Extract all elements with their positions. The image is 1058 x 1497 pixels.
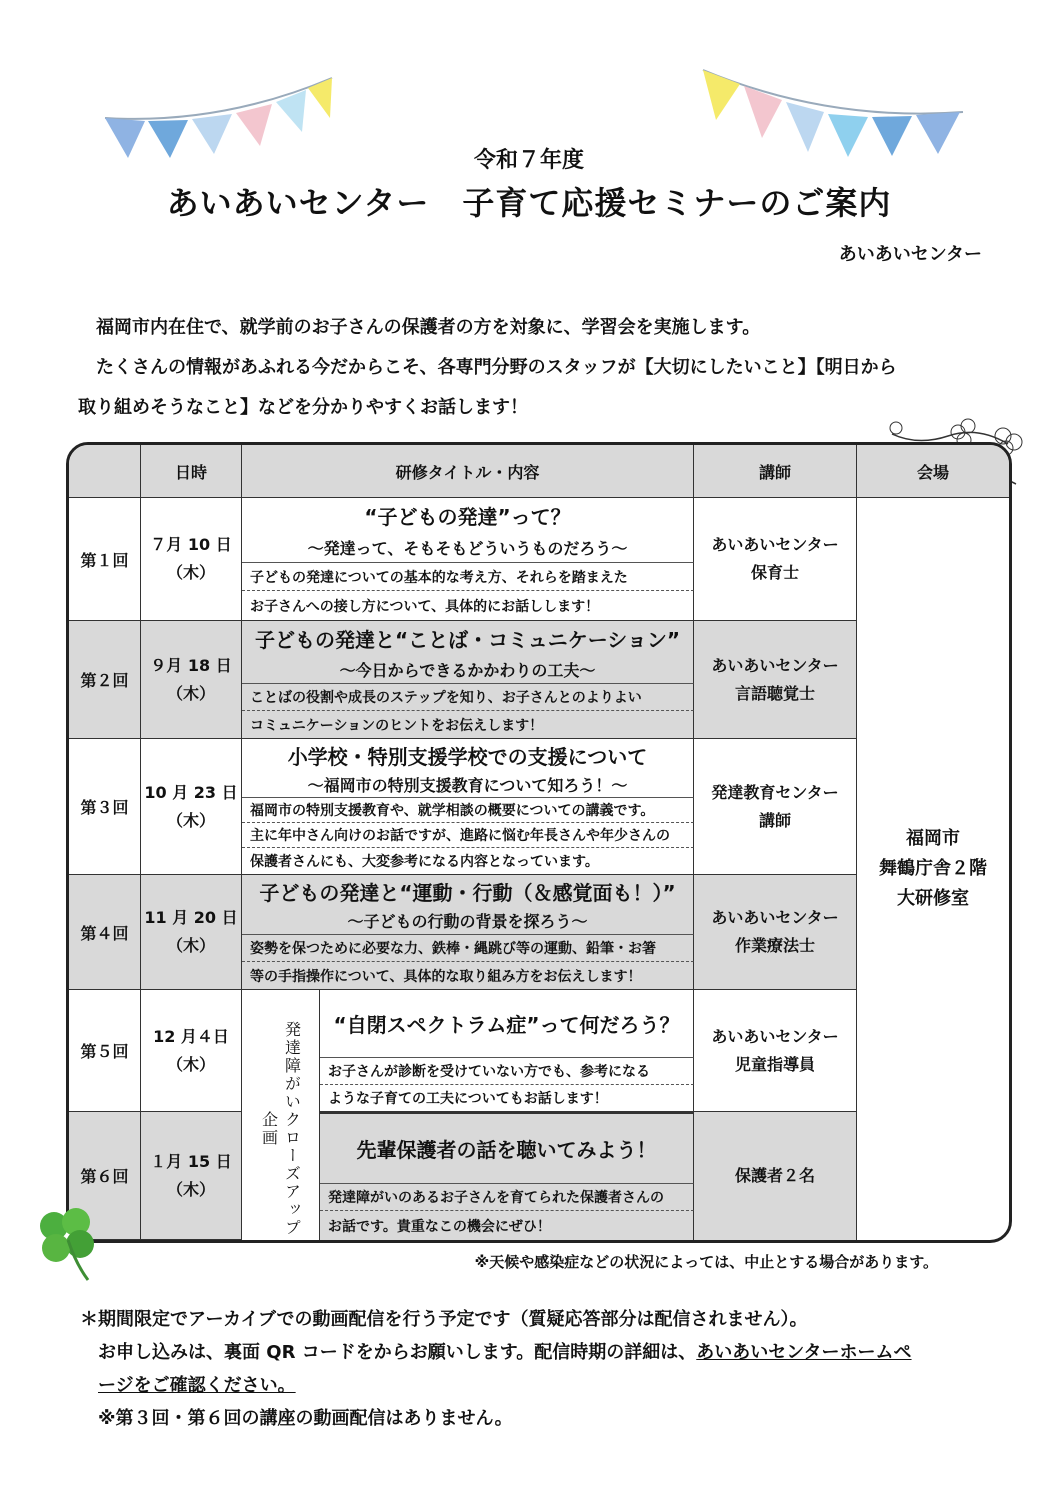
session-description: コミュニケーションのヒントをお伝えします！ bbox=[242, 711, 694, 739]
day-text: （木） bbox=[166, 1179, 215, 1199]
application-info-cont bbox=[80, 1369, 1000, 1402]
lecturer-line: 発達教育センター bbox=[711, 782, 839, 802]
session-date bbox=[141, 1112, 242, 1240]
date-text: ７月 10 日 bbox=[150, 535, 232, 554]
session-description: 発達障がいのあるお子さんを育てられた保護者さんの bbox=[320, 1184, 694, 1211]
session-subtitle: ～発達って、そもそもどういうものだろう～ bbox=[242, 533, 694, 563]
closeup-label-cell bbox=[242, 990, 320, 1240]
day-text: （木） bbox=[166, 810, 215, 830]
venue-line: 舞鶴庁舎２階 bbox=[879, 858, 987, 879]
session-description: 保護者さんにも、大変参考になる内容となっています。 bbox=[242, 848, 694, 875]
seminar-schedule-table bbox=[66, 442, 1012, 1243]
venue-line: 大研修室 bbox=[897, 888, 969, 909]
intro-line: たくさんの情報があふれる今だからこそ、各専門分野のスタッフが【大切にしたいこと】【明日から bbox=[78, 357, 897, 378]
date-text: ９月 18 日 bbox=[150, 655, 232, 675]
session-description: お子さんが診断を受けていない方でも、参考になる bbox=[320, 1058, 694, 1085]
date-text: 12 月４日 bbox=[153, 1026, 229, 1046]
day-text: （木） bbox=[166, 936, 215, 955]
intro-line: 取り組めそうなこと】などを分かりやすくお話します！ bbox=[78, 397, 528, 418]
session-description: お話です。貴重なこの機会にぜひ！ bbox=[320, 1211, 694, 1240]
archive-notice: ＊期間限定でアーカイブでの動画配信を行う予定です（質疑応答部分は配信されません）。 bbox=[80, 1309, 808, 1330]
session-title: 子どもの発達と“ことば・コミュニケーション” bbox=[242, 621, 694, 655]
session-number: 第５回 bbox=[69, 990, 141, 1112]
header-date: 日時 bbox=[141, 445, 242, 498]
session-title: “自閉スペクトラム症”って何だろう？ bbox=[320, 990, 694, 1058]
session-lecturer bbox=[694, 875, 857, 990]
session-title: 先輩保護者の話を聴いてみよう！ bbox=[320, 1112, 694, 1184]
session-description: 主に年中さん向けのお話ですが、進路に悩む年長さんや年少さんの bbox=[242, 823, 694, 848]
lecturer-line: あいあいセンター bbox=[711, 908, 839, 927]
session-date bbox=[141, 621, 242, 739]
homepage-link[interactable]: あいあいセンターホームペ bbox=[696, 1342, 912, 1363]
session-number: 第３回 bbox=[69, 739, 141, 875]
session-subtitle: ～今日からできるかかわりの工夫～ bbox=[242, 655, 694, 684]
session-lecturer bbox=[694, 621, 857, 739]
session-description: お子さんへの接し方について、具体的にお話しします！ bbox=[242, 591, 694, 621]
application-info bbox=[80, 1336, 1000, 1369]
session-number: 第６回 bbox=[69, 1112, 141, 1240]
session-description: ことばの役割や成長のステップを知り、お子さんとのよりよい bbox=[242, 684, 694, 711]
homepage-link-cont[interactable]: ージをご確認ください。 bbox=[98, 1375, 296, 1396]
venue-cell bbox=[857, 498, 1009, 1240]
session-lecturer bbox=[694, 990, 857, 1112]
session-title: 小学校・特別支援学校での支援について bbox=[242, 739, 694, 771]
footer-notes bbox=[80, 1303, 1000, 1435]
header-blank bbox=[69, 445, 141, 498]
session-date bbox=[141, 875, 242, 990]
page-title: あいあいセンター 子育て応援セミナーのご案内 bbox=[166, 184, 892, 222]
session-number: 第１回 bbox=[69, 498, 141, 621]
clover-icon bbox=[28, 1200, 108, 1290]
fiscal-year: 令和７年度 bbox=[473, 148, 584, 173]
day-text: （木） bbox=[166, 683, 215, 703]
header-lecturer: 講師 bbox=[694, 445, 857, 498]
session-description: 等の手指操作について、具体的な取り組み方をお伝えします！ bbox=[242, 962, 694, 990]
session-title: 子どもの発達と“運動・行動（＆感覚面も！）” bbox=[242, 875, 694, 907]
session-subtitle: ～福岡市の特別支援教育について知ろう！～ bbox=[242, 771, 694, 798]
lecturer-line: 保育士 bbox=[750, 563, 799, 582]
lecturer-line: 保護者２名 bbox=[734, 1166, 815, 1185]
day-text: （木） bbox=[166, 1054, 215, 1074]
session-description: 姿勢を保つために必要な力、鉄棒・縄跳び等の運動、鉛筆・お箸 bbox=[242, 935, 694, 962]
lecturer-line: 児童指導員 bbox=[734, 1054, 815, 1074]
session-description: 福岡市の特別支援教育や、就学相談の概要についての講義です。 bbox=[242, 798, 694, 823]
closeup-label: 発達障がいクローズアップ企画 bbox=[259, 1021, 302, 1237]
lecturer-line: あいあいセンター bbox=[711, 535, 839, 554]
session-title: “子どもの発達”って？ bbox=[242, 498, 694, 533]
session-lecturer bbox=[694, 1112, 857, 1240]
application-text: お申し込みは、裏面 QR コードをからお願いします。配信時期の詳細は、 bbox=[98, 1342, 697, 1363]
session-date bbox=[141, 990, 242, 1112]
date-text: 11 月 20 日 bbox=[144, 908, 238, 927]
cancellation-note: ※天候や感染症などの状況によっては、中止とする場合があります。 bbox=[474, 1253, 938, 1271]
lecturer-line: 作業療法士 bbox=[734, 936, 815, 955]
header-venue: 会場 bbox=[857, 445, 1009, 498]
session-number: 第４回 bbox=[69, 875, 141, 990]
organizer-name: あいあいセンター bbox=[838, 244, 982, 265]
session-date bbox=[141, 498, 242, 621]
lecturer-line: あいあいセンター bbox=[711, 655, 839, 675]
date-text: 10 月 23 日 bbox=[144, 782, 238, 802]
session-lecturer bbox=[694, 498, 857, 621]
intro-text bbox=[78, 308, 990, 428]
session-description: ような子育ての工夫についてもお話します！ bbox=[320, 1085, 694, 1112]
session-date bbox=[141, 739, 242, 875]
session-subtitle: ～子どもの行動の背景を探ろう～ bbox=[242, 907, 694, 935]
lecturer-line: 言語聴覚士 bbox=[734, 683, 815, 703]
lecturer-line: 講師 bbox=[758, 810, 791, 830]
session-number: 第２回 bbox=[69, 621, 141, 739]
session-description: 子どもの発達についての基本的な考え方、それらを踏まえた bbox=[242, 563, 694, 591]
session-lecturer bbox=[694, 739, 857, 875]
header-title: 研修タイトル・内容 bbox=[242, 445, 694, 498]
intro-line: 福岡市内在住で、就学前のお子さんの保護者の方を対象に、学習会を実施します。 bbox=[78, 317, 761, 338]
day-text: （木） bbox=[166, 563, 215, 582]
venue-line: 福岡市 bbox=[906, 828, 960, 849]
lecturer-line: あいあいセンター bbox=[711, 1026, 839, 1046]
date-text: １月 15 日 bbox=[150, 1151, 232, 1171]
no-streaming-note: ※第３回・第６回の講座の動画配信はありません。 bbox=[98, 1408, 513, 1429]
